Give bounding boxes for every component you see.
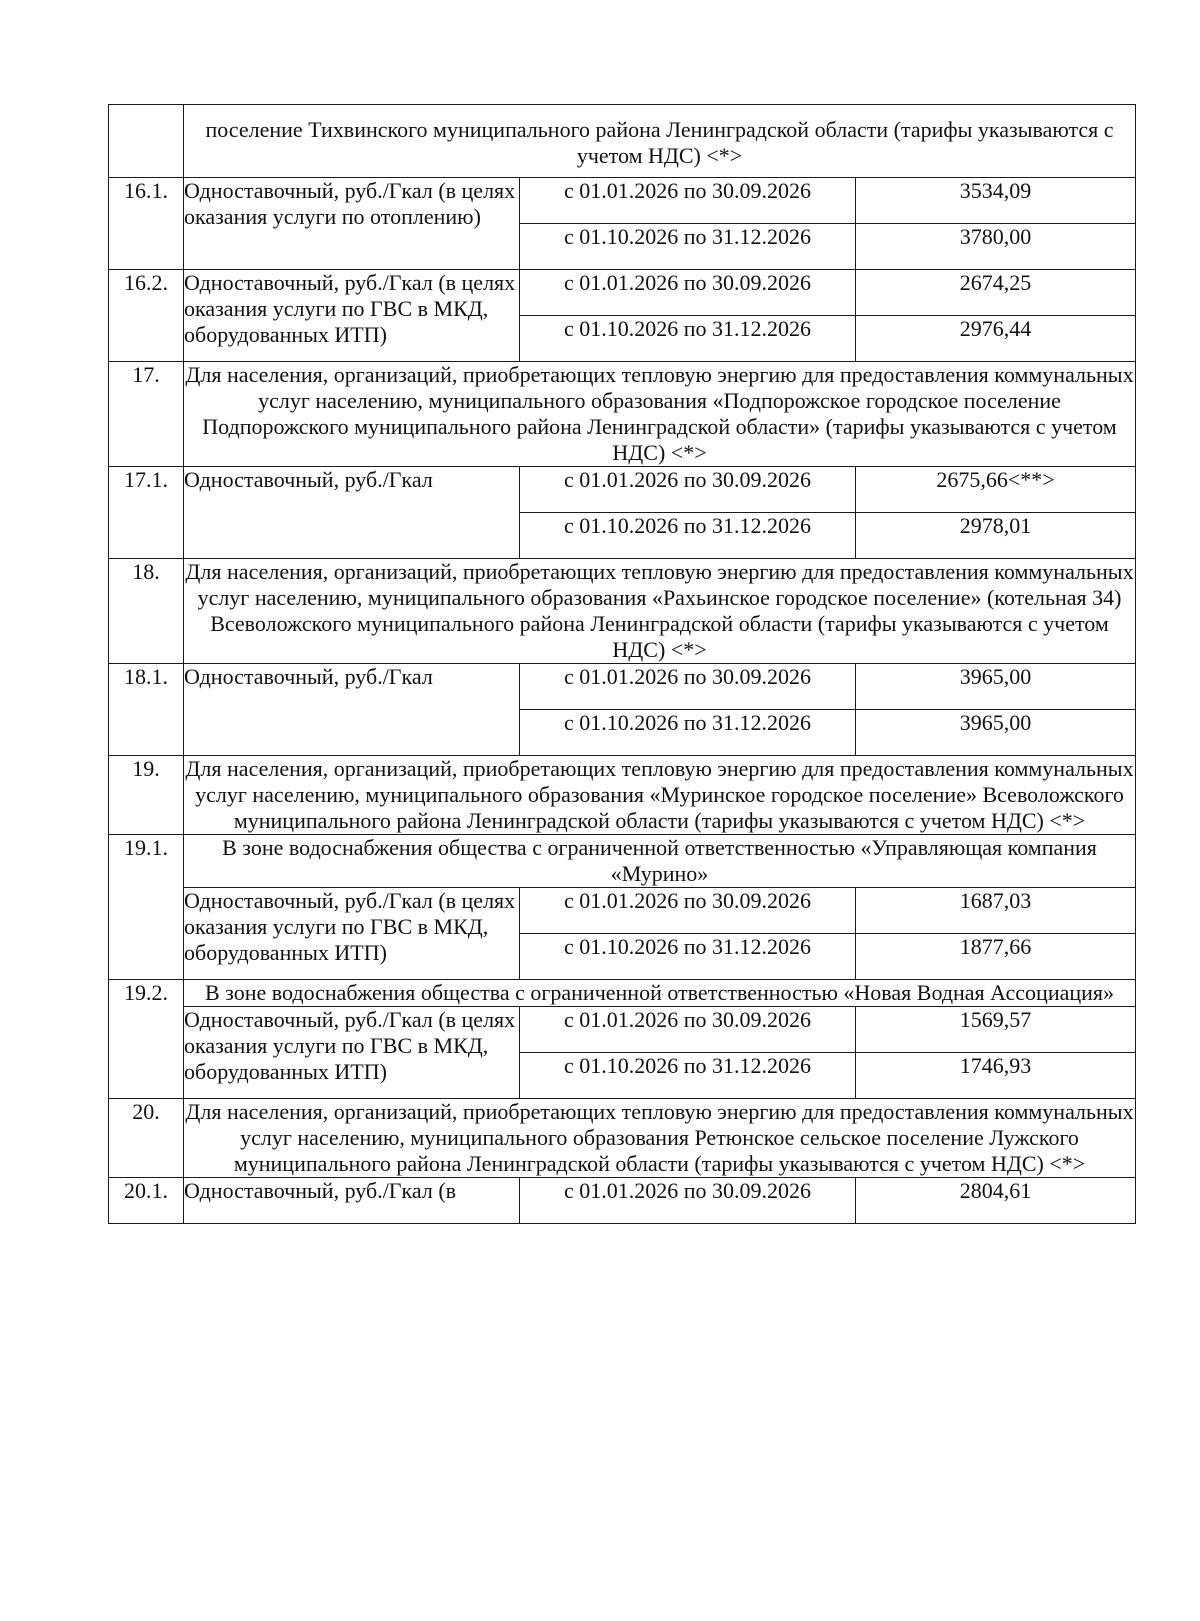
row-number: 19. (109, 756, 184, 835)
section-header: поселение Тихвинского муниципального района Ленинградской области (тарифы указываются с учетом НДС) <*> (184, 105, 1136, 178)
tariff-name: Одноставочный, руб./Гкал (в (184, 1178, 520, 1224)
tariff-row (109, 270, 1136, 316)
tariff-value: 2674,25 (856, 270, 1136, 316)
tariff-table (108, 104, 1136, 1224)
tariff-value: 3965,00 (856, 664, 1136, 710)
tariff-row (109, 1007, 1136, 1053)
row-number: 20.1. (109, 1178, 184, 1224)
row-number: 17.1. (109, 467, 184, 559)
tariff-row (109, 1178, 1136, 1224)
section-header: Для населения, организаций, приобретающих тепловую энергию для предоставления коммунальных услуг населению, муниципального образования «Подпорожское городское поселение Подпорожского муниципального района Ленинградской области» (тарифы указываются с учетом НДС) <*> (185, 362, 1134, 465)
tariff-row (109, 888, 1136, 934)
tariff-value: 2976,44 (856, 316, 1136, 362)
tariff-period: с 01.01.2026 по 30.09.2026 (520, 888, 856, 934)
tariff-period: с 01.01.2026 по 30.09.2026 (520, 1178, 856, 1224)
tariff-name: Одноставочный, руб./Гкал (184, 664, 520, 756)
row-number: 17. (109, 362, 184, 467)
tariff-row (109, 467, 1136, 513)
row-number: 19.2. (109, 980, 184, 1099)
tariff-period: с 01.01.2026 по 30.09.2026 (520, 664, 856, 710)
tariff-value: 2804,61 (856, 1178, 1136, 1224)
tariff-name: Одноставочный, руб./Гкал (в целях оказания услуги по ГВС в МКД, оборудованных ИТП) (184, 270, 520, 362)
tariff-period: с 01.01.2026 по 30.09.2026 (520, 270, 856, 316)
row-number: 16.1. (109, 178, 184, 270)
tariff-row (109, 178, 1136, 224)
subsection-header-row (109, 980, 1136, 1007)
row-number: 18. (109, 559, 184, 664)
row-number-cell (109, 105, 184, 178)
tariff-value: 3965,00 (856, 710, 1136, 756)
subsection-header: В зоне водоснабжения общества с ограниченной ответственностью «Новая Водная Ассоциация» (184, 980, 1136, 1007)
tariff-row (109, 664, 1136, 710)
tariff-value: 2978,01 (856, 513, 1136, 559)
tariff-value: 3534,09 (856, 178, 1136, 224)
section-header-row (109, 362, 1136, 467)
tariff-name: Одноставочный, руб./Гкал (в целях оказания услуги по отоплению) (184, 178, 520, 270)
tariff-value: 1569,57 (856, 1007, 1136, 1053)
tariff-name: Одноставочный, руб./Гкал (в целях оказания услуги по ГВС в МКД, оборудованных ИТП) (184, 1007, 520, 1099)
tariff-period: с 01.10.2026 по 31.12.2026 (520, 513, 856, 559)
tariff-period: с 01.10.2026 по 31.12.2026 (520, 316, 856, 362)
row-number: 16.2. (109, 270, 184, 362)
section-header-row (109, 756, 1136, 835)
row-number: 20. (109, 1099, 184, 1178)
subsection-header-row (109, 835, 1136, 888)
section-header: Для населения, организаций, приобретающих тепловую энергию для предоставления коммунальных услуг населению, муниципального образования «Муринское городское поселение» Всеволожского муниципального района Ленинградской области (тарифы указываются с учетом НДС) <*> (185, 756, 1134, 833)
row-number: 18.1. (109, 664, 184, 756)
subsection-header: В зоне водоснабжения общества с ограниченной ответственностью «Управляющая компания «Мурино» (184, 835, 1136, 888)
tariff-period: с 01.10.2026 по 31.12.2026 (520, 934, 856, 980)
tariff-period: с 01.10.2026 по 31.12.2026 (520, 224, 856, 270)
tariff-name: Одноставочный, руб./Гкал (в целях оказания услуги по ГВС в МКД, оборудованных ИТП) (184, 888, 520, 980)
tariff-value: 1877,66 (856, 934, 1136, 980)
section-header-row (109, 559, 1136, 664)
section-header-row (109, 1099, 1136, 1178)
row-number: 19.1. (109, 835, 184, 980)
section-header-row (109, 105, 1136, 178)
tariff-period: с 01.01.2026 по 30.09.2026 (520, 178, 856, 224)
tariff-value: 3780,00 (856, 224, 1136, 270)
tariff-name: Одноставочный, руб./Гкал (184, 467, 520, 559)
tariff-period: с 01.01.2026 по 30.09.2026 (520, 467, 856, 513)
tariff-value: 1746,93 (856, 1053, 1136, 1099)
section-header: Для населения, организаций, приобретающих тепловую энергию для предоставления коммунальных услуг населению, муниципального образования Ретюнское сельское поселение Лужского муниципального района Ленинградской области (тарифы указываются с учетом НДС) <*> (185, 1099, 1134, 1176)
tariff-period: с 01.01.2026 по 30.09.2026 (520, 1007, 856, 1053)
section-header: Для населения, организаций, приобретающих тепловую энергию для предоставления коммунальных услуг населению, муниципального образования «Рахьинское городское поселение» (котельная 34) Всеволожского муниципального района Ленинградской области (тарифы указываются с учетом НДС) <*> (185, 559, 1134, 662)
tariff-value: 2675,66<**> (856, 467, 1136, 513)
tariff-period: с 01.10.2026 по 31.12.2026 (520, 710, 856, 756)
tariff-value: 1687,03 (856, 888, 1136, 934)
tariff-period: с 01.10.2026 по 31.12.2026 (520, 1053, 856, 1099)
